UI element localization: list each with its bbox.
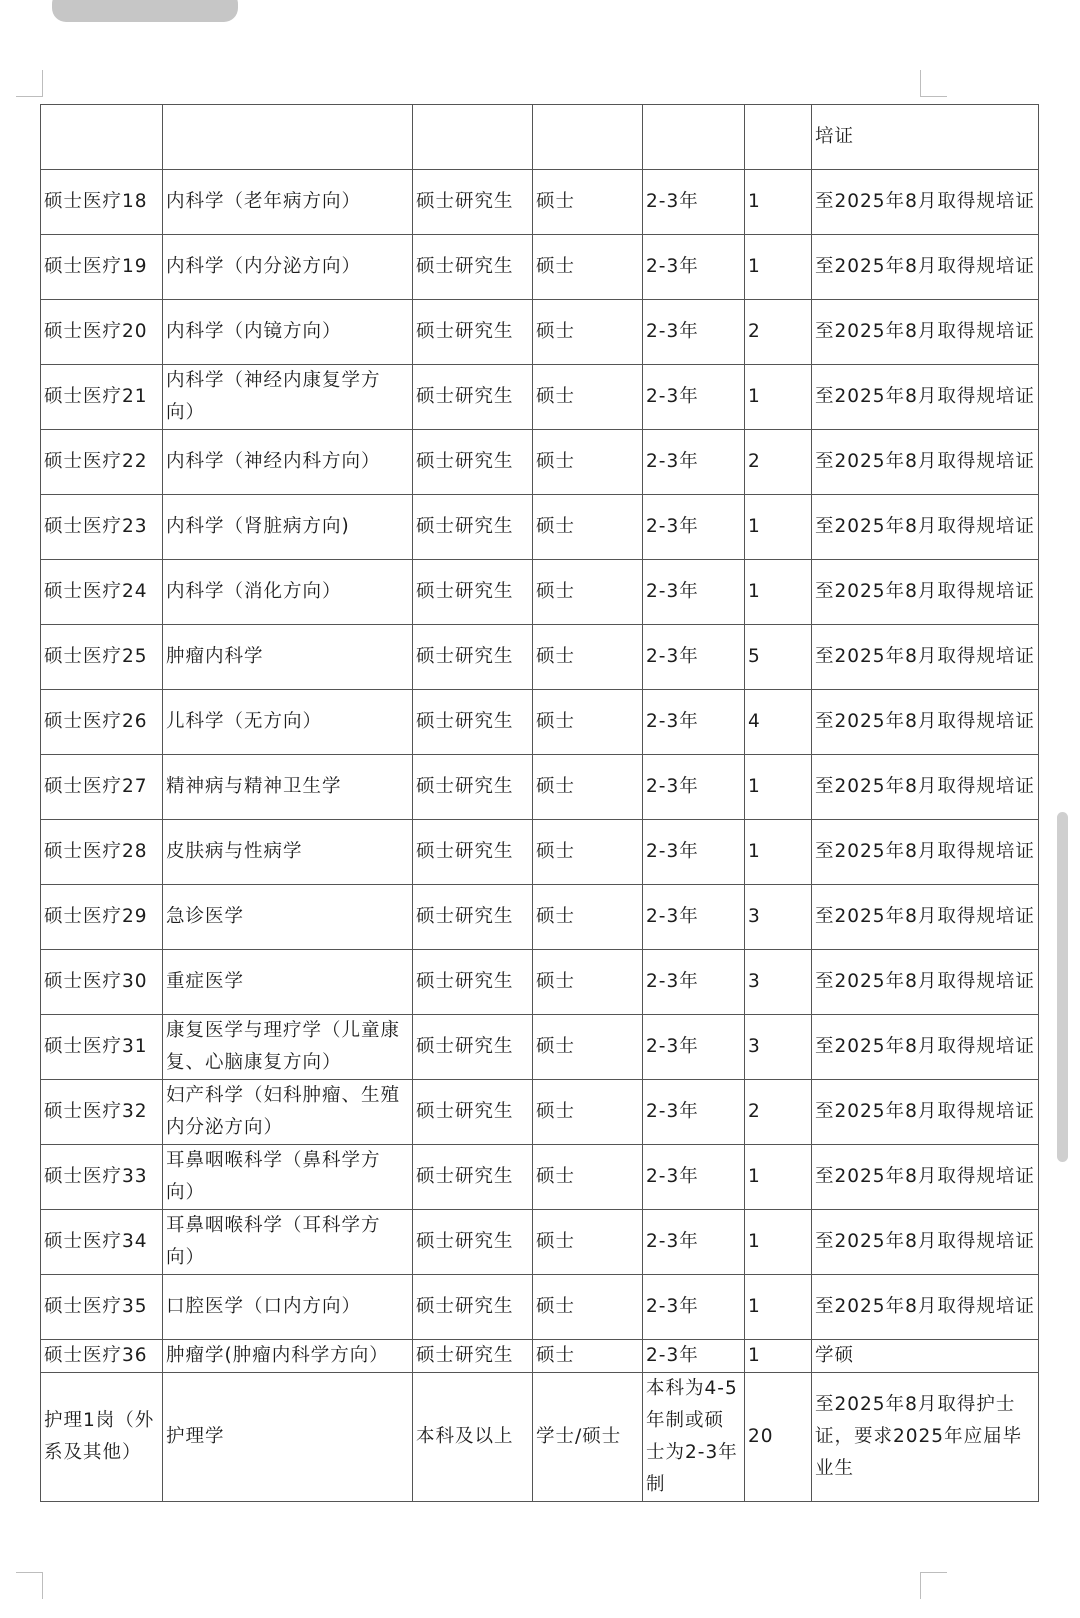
note-cell: 至2025年8月取得规培证 bbox=[812, 495, 1039, 560]
education-cell: 硕士研究生 bbox=[413, 885, 533, 950]
post-id-cell: 硕士医疗20 bbox=[41, 300, 163, 365]
degree-cell: 硕士 bbox=[533, 170, 643, 235]
major-cell: 皮肤病与性病学 bbox=[163, 820, 413, 885]
education-cell: 硕士研究生 bbox=[413, 560, 533, 625]
post-id-cell: 硕士医疗34 bbox=[41, 1210, 163, 1275]
count-cell: 2 bbox=[745, 430, 812, 495]
post-id-cell: 硕士医疗27 bbox=[41, 755, 163, 820]
note-cell: 至2025年8月取得规培证 bbox=[812, 430, 1039, 495]
degree-cell: 硕士 bbox=[533, 1340, 643, 1373]
schooling-cell: 2-3年 bbox=[643, 300, 745, 365]
post-id-cell bbox=[41, 105, 163, 170]
page-corner-mark bbox=[920, 70, 947, 97]
note-cell: 至2025年8月取得规培证 bbox=[812, 755, 1039, 820]
note-cell: 至2025年8月取得规培证 bbox=[812, 1080, 1039, 1145]
count-cell: 1 bbox=[745, 365, 812, 430]
page-corner-mark bbox=[16, 70, 43, 97]
schooling-cell: 2-3年 bbox=[643, 560, 745, 625]
table-row bbox=[41, 1210, 1039, 1275]
top-handle bbox=[52, 0, 238, 22]
count-cell: 5 bbox=[745, 625, 812, 690]
table-row bbox=[41, 560, 1039, 625]
jobs-table bbox=[40, 104, 1039, 1502]
schooling-cell: 2-3年 bbox=[643, 1015, 745, 1080]
education-cell: 硕士研究生 bbox=[413, 235, 533, 300]
scrollbar[interactable] bbox=[1057, 812, 1068, 1162]
major-cell bbox=[163, 105, 413, 170]
degree-cell: 硕士 bbox=[533, 885, 643, 950]
table-row bbox=[41, 430, 1039, 495]
page-corner-mark bbox=[920, 1572, 947, 1599]
degree-cell: 硕士 bbox=[533, 495, 643, 560]
education-cell: 硕士研究生 bbox=[413, 300, 533, 365]
count-cell: 1 bbox=[745, 1340, 812, 1373]
post-id-cell: 硕士医疗28 bbox=[41, 820, 163, 885]
count-cell: 1 bbox=[745, 755, 812, 820]
table-row bbox=[41, 755, 1039, 820]
schooling-cell: 2-3年 bbox=[643, 1275, 745, 1340]
degree-cell: 硕士 bbox=[533, 1210, 643, 1275]
major-cell: 内科学（内分泌方向） bbox=[163, 235, 413, 300]
note-cell: 至2025年8月取得规培证 bbox=[812, 1275, 1039, 1340]
table-row bbox=[41, 950, 1039, 1015]
post-id-cell: 硕士医疗24 bbox=[41, 560, 163, 625]
major-cell: 肿瘤内科学 bbox=[163, 625, 413, 690]
major-cell: 内科学（肾脏病方向) bbox=[163, 495, 413, 560]
post-id-cell: 护理1岗（外系及其他） bbox=[41, 1373, 163, 1502]
post-id-cell: 硕士医疗18 bbox=[41, 170, 163, 235]
schooling-cell: 2-3年 bbox=[643, 1145, 745, 1210]
table-row bbox=[41, 235, 1039, 300]
note-cell: 至2025年8月取得规培证 bbox=[812, 1210, 1039, 1275]
degree-cell bbox=[533, 105, 643, 170]
schooling-cell: 2-3年 bbox=[643, 1210, 745, 1275]
education-cell: 硕士研究生 bbox=[413, 170, 533, 235]
schooling-cell: 本科为4-5年制或硕士为2-3年制 bbox=[643, 1373, 745, 1502]
schooling-cell: 2-3年 bbox=[643, 1340, 745, 1373]
schooling-cell: 2-3年 bbox=[643, 625, 745, 690]
schooling-cell: 2-3年 bbox=[643, 170, 745, 235]
education-cell: 硕士研究生 bbox=[413, 950, 533, 1015]
schooling-cell: 2-3年 bbox=[643, 885, 745, 950]
education-cell: 硕士研究生 bbox=[413, 1080, 533, 1145]
count-cell: 3 bbox=[745, 885, 812, 950]
degree-cell: 硕士 bbox=[533, 300, 643, 365]
post-id-cell: 硕士医疗31 bbox=[41, 1015, 163, 1080]
post-id-cell: 硕士医疗21 bbox=[41, 365, 163, 430]
note-cell: 至2025年8月取得规培证 bbox=[812, 625, 1039, 690]
major-cell: 康复医学与理疗学（儿童康复、心脑康复方向） bbox=[163, 1015, 413, 1080]
note-cell: 至2025年8月取得规培证 bbox=[812, 1145, 1039, 1210]
education-cell: 本科及以上 bbox=[413, 1373, 533, 1502]
degree-cell: 硕士 bbox=[533, 1080, 643, 1145]
post-id-cell: 硕士医疗36 bbox=[41, 1340, 163, 1373]
education-cell: 硕士研究生 bbox=[413, 820, 533, 885]
major-cell: 儿科学（无方向） bbox=[163, 690, 413, 755]
education-cell: 硕士研究生 bbox=[413, 1210, 533, 1275]
table-row bbox=[41, 885, 1039, 950]
degree-cell: 硕士 bbox=[533, 755, 643, 820]
note-cell: 至2025年8月取得规培证 bbox=[812, 235, 1039, 300]
post-id-cell: 硕士医疗30 bbox=[41, 950, 163, 1015]
count-cell: 1 bbox=[745, 235, 812, 300]
education-cell: 硕士研究生 bbox=[413, 430, 533, 495]
education-cell bbox=[413, 105, 533, 170]
count-cell: 1 bbox=[745, 1275, 812, 1340]
post-id-cell: 硕士医疗29 bbox=[41, 885, 163, 950]
count-cell: 3 bbox=[745, 950, 812, 1015]
post-id-cell: 硕士医疗25 bbox=[41, 625, 163, 690]
degree-cell: 硕士 bbox=[533, 365, 643, 430]
degree-cell: 硕士 bbox=[533, 1275, 643, 1340]
note-cell: 至2025年8月取得规培证 bbox=[812, 300, 1039, 365]
post-id-cell: 硕士医疗32 bbox=[41, 1080, 163, 1145]
schooling-cell: 2-3年 bbox=[643, 1080, 745, 1145]
major-cell: 妇产科学（妇科肿瘤、生殖内分泌方向） bbox=[163, 1080, 413, 1145]
degree-cell: 硕士 bbox=[533, 235, 643, 300]
note-cell: 至2025年8月取得规培证 bbox=[812, 950, 1039, 1015]
count-cell: 1 bbox=[745, 1210, 812, 1275]
education-cell: 硕士研究生 bbox=[413, 1340, 533, 1373]
major-cell: 护理学 bbox=[163, 1373, 413, 1502]
note-cell: 至2025年8月取得规培证 bbox=[812, 885, 1039, 950]
major-cell: 内科学（老年病方向） bbox=[163, 170, 413, 235]
table-row bbox=[41, 690, 1039, 755]
major-cell: 耳鼻咽喉科学（耳科学方向） bbox=[163, 1210, 413, 1275]
note-cell: 学硕 bbox=[812, 1340, 1039, 1373]
degree-cell: 硕士 bbox=[533, 690, 643, 755]
table-row bbox=[41, 170, 1039, 235]
note-cell: 至2025年8月取得规培证 bbox=[812, 690, 1039, 755]
major-cell: 口腔医学（口内方向） bbox=[163, 1275, 413, 1340]
table-row bbox=[41, 105, 1039, 170]
degree-cell: 硕士 bbox=[533, 625, 643, 690]
count-cell: 2 bbox=[745, 1080, 812, 1145]
table-row bbox=[41, 820, 1039, 885]
education-cell: 硕士研究生 bbox=[413, 1015, 533, 1080]
post-id-cell: 硕士医疗23 bbox=[41, 495, 163, 560]
note-cell: 至2025年8月取得规培证 bbox=[812, 820, 1039, 885]
degree-cell: 硕士 bbox=[533, 560, 643, 625]
count-cell: 1 bbox=[745, 820, 812, 885]
count-cell: 3 bbox=[745, 1015, 812, 1080]
count-cell: 20 bbox=[745, 1373, 812, 1502]
schooling-cell: 2-3年 bbox=[643, 235, 745, 300]
schooling-cell bbox=[643, 105, 745, 170]
jobs-table-body bbox=[41, 105, 1039, 1502]
table-row bbox=[41, 365, 1039, 430]
major-cell: 急诊医学 bbox=[163, 885, 413, 950]
post-id-cell: 硕士医疗22 bbox=[41, 430, 163, 495]
post-id-cell: 硕士医疗33 bbox=[41, 1145, 163, 1210]
count-cell: 4 bbox=[745, 690, 812, 755]
schooling-cell: 2-3年 bbox=[643, 690, 745, 755]
schooling-cell: 2-3年 bbox=[643, 495, 745, 560]
schooling-cell: 2-3年 bbox=[643, 755, 745, 820]
post-id-cell: 硕士医疗19 bbox=[41, 235, 163, 300]
table-row bbox=[41, 1340, 1039, 1373]
schooling-cell: 2-3年 bbox=[643, 820, 745, 885]
note-cell: 至2025年8月取得护士证，要求2025年应届毕业生 bbox=[812, 1373, 1039, 1502]
schooling-cell: 2-3年 bbox=[643, 950, 745, 1015]
table-row bbox=[41, 300, 1039, 365]
count-cell: 1 bbox=[745, 170, 812, 235]
major-cell: 内科学（神经内科方向） bbox=[163, 430, 413, 495]
count-cell: 1 bbox=[745, 560, 812, 625]
table-row bbox=[41, 1275, 1039, 1340]
education-cell: 硕士研究生 bbox=[413, 690, 533, 755]
major-cell: 内科学（神经内康复学方向） bbox=[163, 365, 413, 430]
major-cell: 肿瘤学(肿瘤内科学方向） bbox=[163, 1340, 413, 1373]
major-cell: 重症医学 bbox=[163, 950, 413, 1015]
major-cell: 内科学（消化方向） bbox=[163, 560, 413, 625]
note-cell: 至2025年8月取得规培证 bbox=[812, 365, 1039, 430]
education-cell: 硕士研究生 bbox=[413, 1145, 533, 1210]
table-row bbox=[41, 1015, 1039, 1080]
schooling-cell: 2-3年 bbox=[643, 430, 745, 495]
post-id-cell: 硕士医疗35 bbox=[41, 1275, 163, 1340]
degree-cell: 学士/硕士 bbox=[533, 1373, 643, 1502]
note-cell: 至2025年8月取得规培证 bbox=[812, 560, 1039, 625]
count-cell: 1 bbox=[745, 495, 812, 560]
table-row bbox=[41, 1080, 1039, 1145]
note-cell: 至2025年8月取得规培证 bbox=[812, 1015, 1039, 1080]
note-cell: 培证 bbox=[812, 105, 1039, 170]
education-cell: 硕士研究生 bbox=[413, 365, 533, 430]
major-cell: 精神病与精神卫生学 bbox=[163, 755, 413, 820]
count-cell bbox=[745, 105, 812, 170]
post-id-cell: 硕士医疗26 bbox=[41, 690, 163, 755]
degree-cell: 硕士 bbox=[533, 1145, 643, 1210]
degree-cell: 硕士 bbox=[533, 950, 643, 1015]
table-row bbox=[41, 1373, 1039, 1502]
education-cell: 硕士研究生 bbox=[413, 625, 533, 690]
degree-cell: 硕士 bbox=[533, 430, 643, 495]
count-cell: 2 bbox=[745, 300, 812, 365]
major-cell: 内科学（内镜方向） bbox=[163, 300, 413, 365]
education-cell: 硕士研究生 bbox=[413, 1275, 533, 1340]
table-row bbox=[41, 1145, 1039, 1210]
education-cell: 硕士研究生 bbox=[413, 755, 533, 820]
major-cell: 耳鼻咽喉科学（鼻科学方向） bbox=[163, 1145, 413, 1210]
count-cell: 1 bbox=[745, 1145, 812, 1210]
schooling-cell: 2-3年 bbox=[643, 365, 745, 430]
table-row bbox=[41, 495, 1039, 560]
degree-cell: 硕士 bbox=[533, 1015, 643, 1080]
degree-cell: 硕士 bbox=[533, 820, 643, 885]
education-cell: 硕士研究生 bbox=[413, 495, 533, 560]
page-corner-mark bbox=[16, 1572, 43, 1599]
note-cell: 至2025年8月取得规培证 bbox=[812, 170, 1039, 235]
table-row bbox=[41, 625, 1039, 690]
